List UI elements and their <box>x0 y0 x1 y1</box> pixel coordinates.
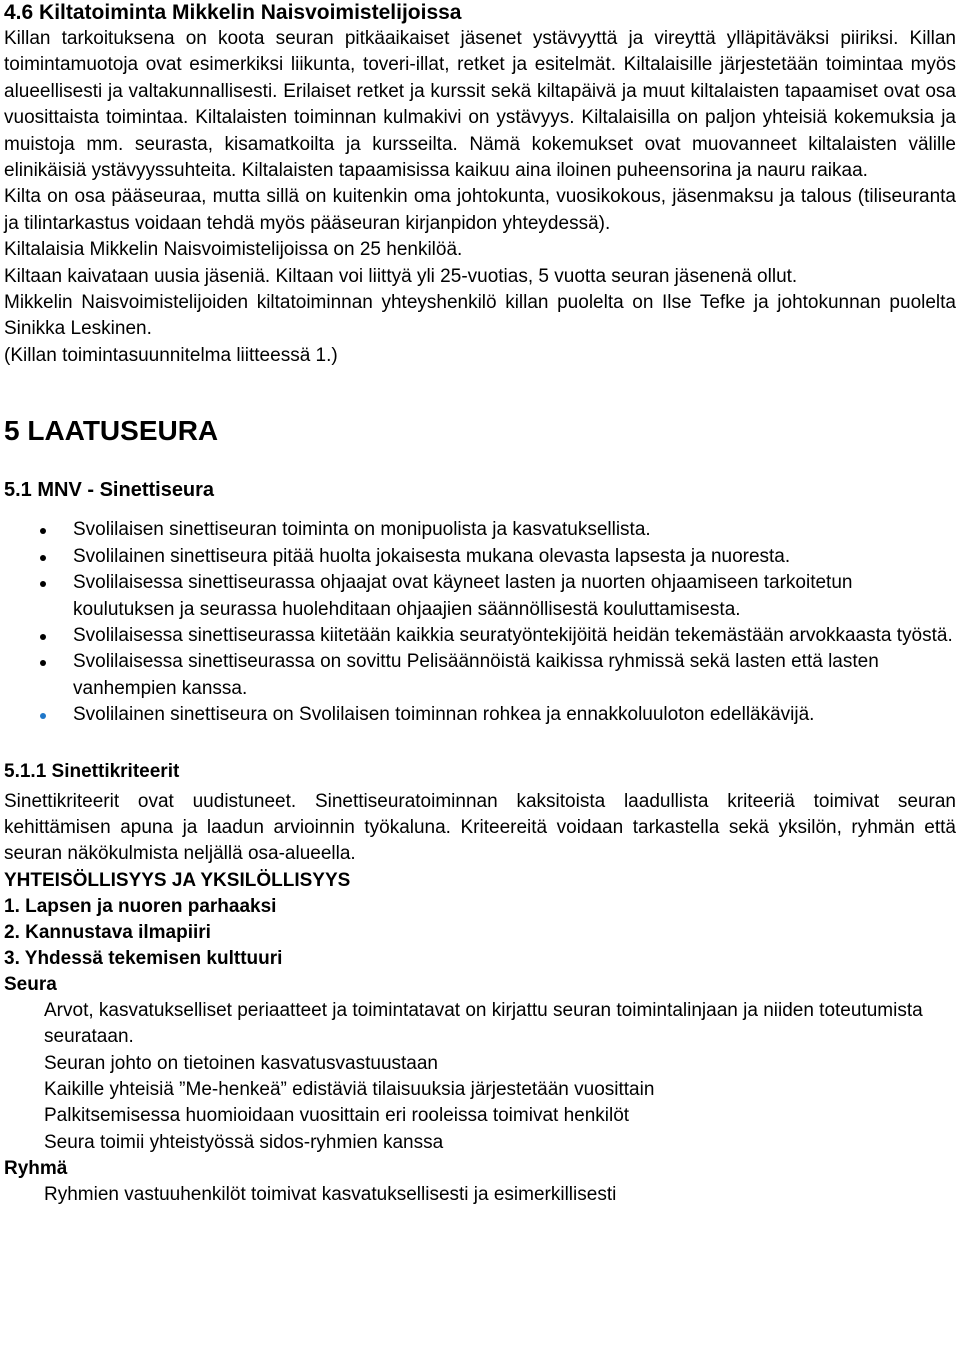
bullet-icon <box>40 581 46 587</box>
ryhma-item: Ryhmien vastuuhenkilöt toimivat kasvatuksellisesti ja esimerkillisesti <box>44 1184 617 1206</box>
kilta-paragraph-4: Kiltaan kaivataan uusia jäseniä. Kiltaan voi liittyä yli 25-vuotias, 5 vuotta seuran jäsenenä ollut. <box>4 265 798 287</box>
criterion-3: 3. Yhdessä tekemisen kulttuuri <box>4 947 283 969</box>
list-item: Svolilainen sinettiseura on Svolilaisen toiminnan rohkea ja ennakkoluuloton edelläkävijä. <box>4 702 956 728</box>
bullet-icon <box>40 528 46 534</box>
seura-item: Seura toimii yhteistyössä sidos-ryhmien kanssa <box>44 1131 444 1153</box>
sinettiseura-bullet-list <box>4 517 956 728</box>
kilta-paragraph-1: Killan tarkoituksena on koota seuran pitkäaikaiset jäsenet ystävyyttä ja vireyttä ylläpitäväksi piiriksi. Killan toimintamuotoja ovat esimerkiksi liikunta, toveri-illat, retket ja esitelmät. Kiltalaisille järjestetään toimintaa myös alueellisesti ja valtakunnallisesti. Erilaiset retket ja kurssit sekä kiltapäivä ja muut kiltalaisten tapaamiset ovat osa vuosittaista toimintaa. Kiltalaisten toiminnan kulmakivi on ystävyys. Kiltalaisilla on paljon yhteisiä kokemuksia ja muistoja mm. seurasta, kisamatkoilta ja kursseilta. Nämä kokemukset ovat muovanneet kiltalaisten välille elinikäisiä ystävyyssuhteita. Kiltalaisten tapaamisissa kaikuu aina iloinen puheensorina ja nauru raikaa. <box>4 28 956 182</box>
list-item: Svolilainen sinettiseura pitää huolta jokaisesta mukana olevasta lapsesta ja nuoresta. <box>4 544 956 570</box>
seura-item: Seuran johto on tietoinen kasvatusvastuustaan <box>44 1052 438 1074</box>
list-item: Svolilaisessa sinettiseurassa ohjaajat ovat käyneet lasten ja nuorten ohjaamiseen tarkoitetun koulutuksen ja seurassa huolehditaan ohjaajien säännöllisestä kouluttamisesta. <box>4 570 956 623</box>
criterion-1: 1. Lapsen ja nuoren parhaaksi <box>4 895 277 917</box>
bullet-icon <box>40 634 46 640</box>
list-item: Svolilaisessa sinettiseurassa kiitetään kaikkia seuratyöntekijöitä heidän tekemästään arvokkaasta työstä. <box>4 623 956 649</box>
seura-heading: Seura <box>4 973 57 995</box>
kilta-paragraph-5: Mikkelin Naisvoimistelijoiden kiltatoiminnan yhteyshenkilö killan puolelta on Ilse Tefke ja johtokunnan puolelta Sinikka Leskinen. <box>4 292 956 340</box>
list-item: Svolilaisessa sinettiseurassa on sovittu Pelisäännöistä kaikissa ryhmissä sekä lasten että lasten vanhempien kanssa. <box>4 649 956 702</box>
bullet-icon <box>40 555 46 561</box>
kilta-paragraph-6: (Killan toimintasuunnitelma liitteessä 1.) <box>4 344 338 366</box>
bullet-icon <box>40 660 46 666</box>
seura-item: Kaikille yhteisiä ”Me-henkeä” edistäviä tilaisuuksia järjestetään vuosittain <box>44 1078 655 1100</box>
kilta-paragraph-3: Kiltalaisia Mikkelin Naisvoimistelijoissa on 25 henkilöä. <box>4 239 463 261</box>
section-4-6-title: 4.6 Kiltatoiminta Mikkelin Naisvoimistelijoissa <box>4 1 462 24</box>
section-5-title: 5 LAATUSEURA <box>4 415 219 447</box>
ryhma-heading: Ryhmä <box>4 1158 68 1180</box>
kilta-paragraph-2: Kilta on osa pääseuraa, mutta sillä on kuitenkin oma johtokunta, vuosikokous, jäsenmaksu ja talous (tiliseuranta ja tilintarkastus voidaan tehdä myös pääseuran kirjanpidon yhteydessä). <box>4 186 956 234</box>
yhteisollisyys-heading: YHTEISÖLLISYYS JA YKSILÖLLISYYS <box>4 869 351 891</box>
section-5-1-title: 5.1 MNV - Sinettiseura <box>4 479 215 502</box>
section-5-1-1-title: 5.1.1 Sinettikriteerit <box>4 760 180 782</box>
seura-item: Palkitsemisessa huomioidaan vuosittain eri rooleissa toimivat henkilöt <box>44 1105 630 1127</box>
criterion-2: 2. Kannustava ilmapiiri <box>4 921 211 943</box>
sinettikriteerit-paragraph: Sinettikriteerit ovat uudistuneet. Sinettiseuratoiminnan kaksitoista laadullista kriteeriä toimivat seuran kehittämisen apuna ja laadun arvioinnin työkaluna. Kriteereitä voidaan tarkastella sekä yksilön, ryhmän että seuran näkökulmista neljällä osa-alueella. <box>4 790 956 865</box>
bullet-icon <box>40 713 46 719</box>
seura-item: Arvot, kasvatukselliset periaatteet ja toimintatavat on kirjattu seuran toimintalinjaan ja niiden toteutumista seurataan. <box>44 999 923 1048</box>
list-item: Svolilaisen sinettiseuran toiminta on monipuolista ja kasvatuksellista. <box>4 517 956 543</box>
